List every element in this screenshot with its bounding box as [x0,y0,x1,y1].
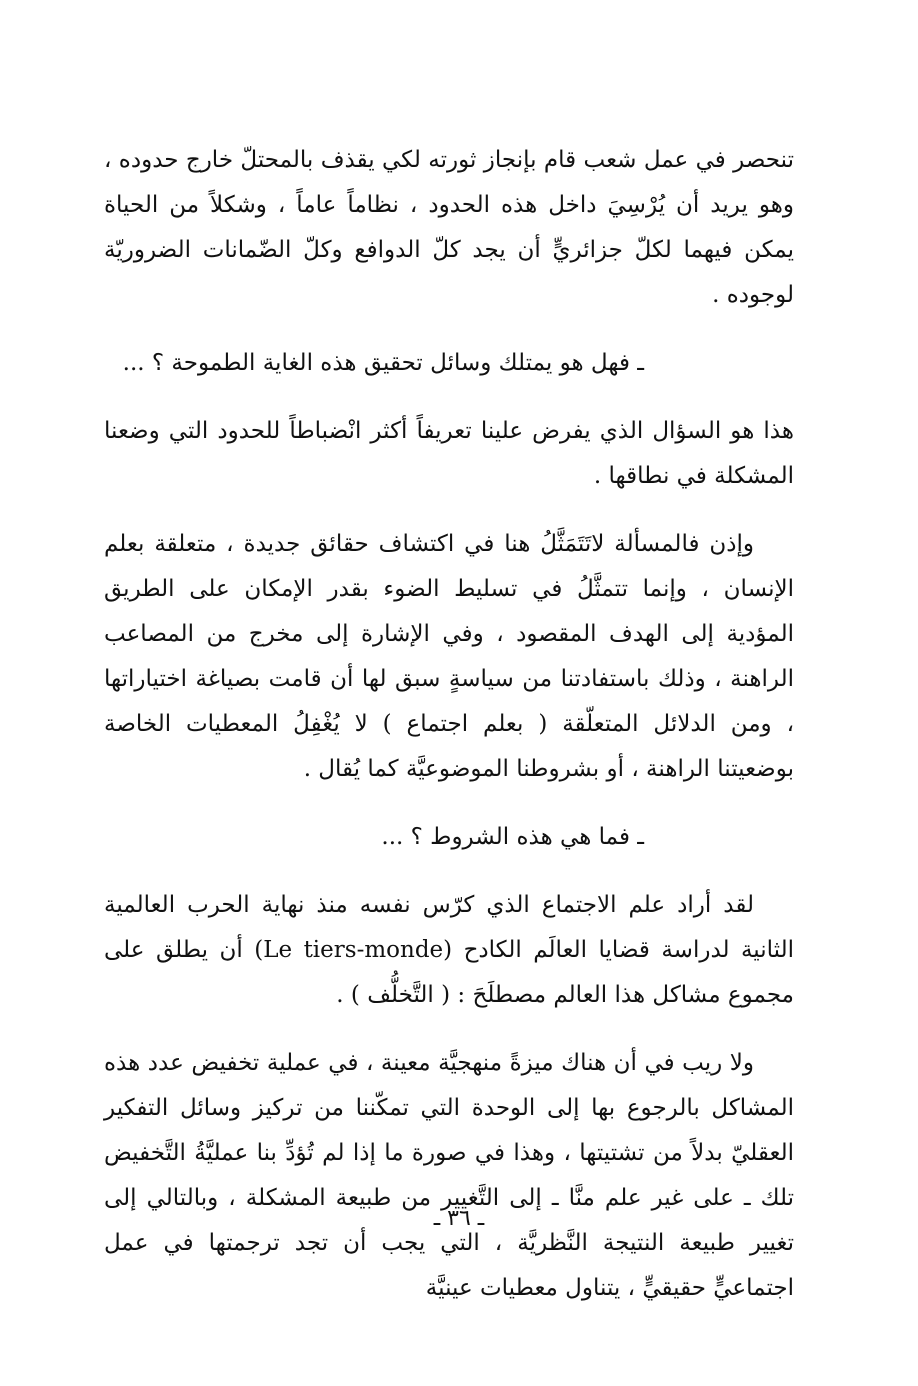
paragraph-definition: هذا هو السؤال الذي يفرض علينا تعريفاً أكثر انْضباطاً للحدود التي وضعنا المشكلة في نطاقها . [104,418,794,489]
paragraph-continuation: تنحصر في عمل شعب قام بإنجاز ثورته لكي يقذف بالمحتلّ خارج حدوده ، وهو يريد أن يُرْسِيَ داخل هذه الحدود ، نظاماً عاماً ، وشكلاً من الحياة يمكن فيهما لكلّ جزائريٍّ أن يجد كلّ الدوافع وكلّ الضّمانات الضروريّة لوجوده . [104,147,794,308]
paragraph-sociology: لقد أراد علم الاجتماع الذي كرّس نفسه منذ نهاية الحرب العالمية الثانية لدراسة قضايا العالَم الكادح (Le tiers-monde) أن يطلق على مجموع مشاكل هذا العالم مصطلَحَ : ( التَّخلُّف ) . [104,892,794,1008]
paragraph-methodology: ولا ريب في أن هناك ميزةً منهجيَّة معينة ، في عملية تخفيض عدد هذه المشاكل بالرجوع بها إلى الوحدة التي تمكّننا من تركيز وسائل التفكير العقليّ بدلاً من تشتيتها ، وهذا في صورة ما إذا لم تُؤدِّ بنا عمليَّةُ التَّخفيض تلك ـ على غير علم منَّا ـ إلى التَّغيير من طبيعة المشكلة ، وبالتالي إلى تغيير طبيعة النتيجة النَّظريَّة ، التي يجب أن تجد ترجمتها في عمل اجتماعيٍّ حقيقيٍّ ، يتناول معطيات عينيَّة [104,1050,794,1301]
paragraph-issue: وإذن فالمسألة لاتَتَمَثَّلُ هنا في اكتشاف حقائق جديدة ، متعلقة بعلم الإنسان ، وإنما تتمثَّلُ في تسليط الضوء بقدر الإمكان على الطريق المؤدية إلى الهدف المقصود ، وفي الإشارة إلى مخرج من المصاعب الراهنة ، وذلك باستفادتنا من سياسةٍ سبق لها أن قامت بصياغة اختياراتها ، ومن الدلائل المتعلّقة ( بعلم اجتماع ) لا يُغْفِلُ المعطيات الخاصة بوضعيتنا الراهنة ، أو بشروطنا الموضوعيَّة كما يُقال . [104,531,794,782]
paragraph-question-conditions: ـ فما هي هذه الشروط ؟ ... [381,824,644,850]
body-text [104,138,794,1334]
page-number: ـ ٣٦ ـ [433,1206,485,1231]
paragraph-question-means: ـ فهل هو يمتلك وسائل تحقيق هذه الغاية الطموحة ؟ ... [122,350,644,376]
